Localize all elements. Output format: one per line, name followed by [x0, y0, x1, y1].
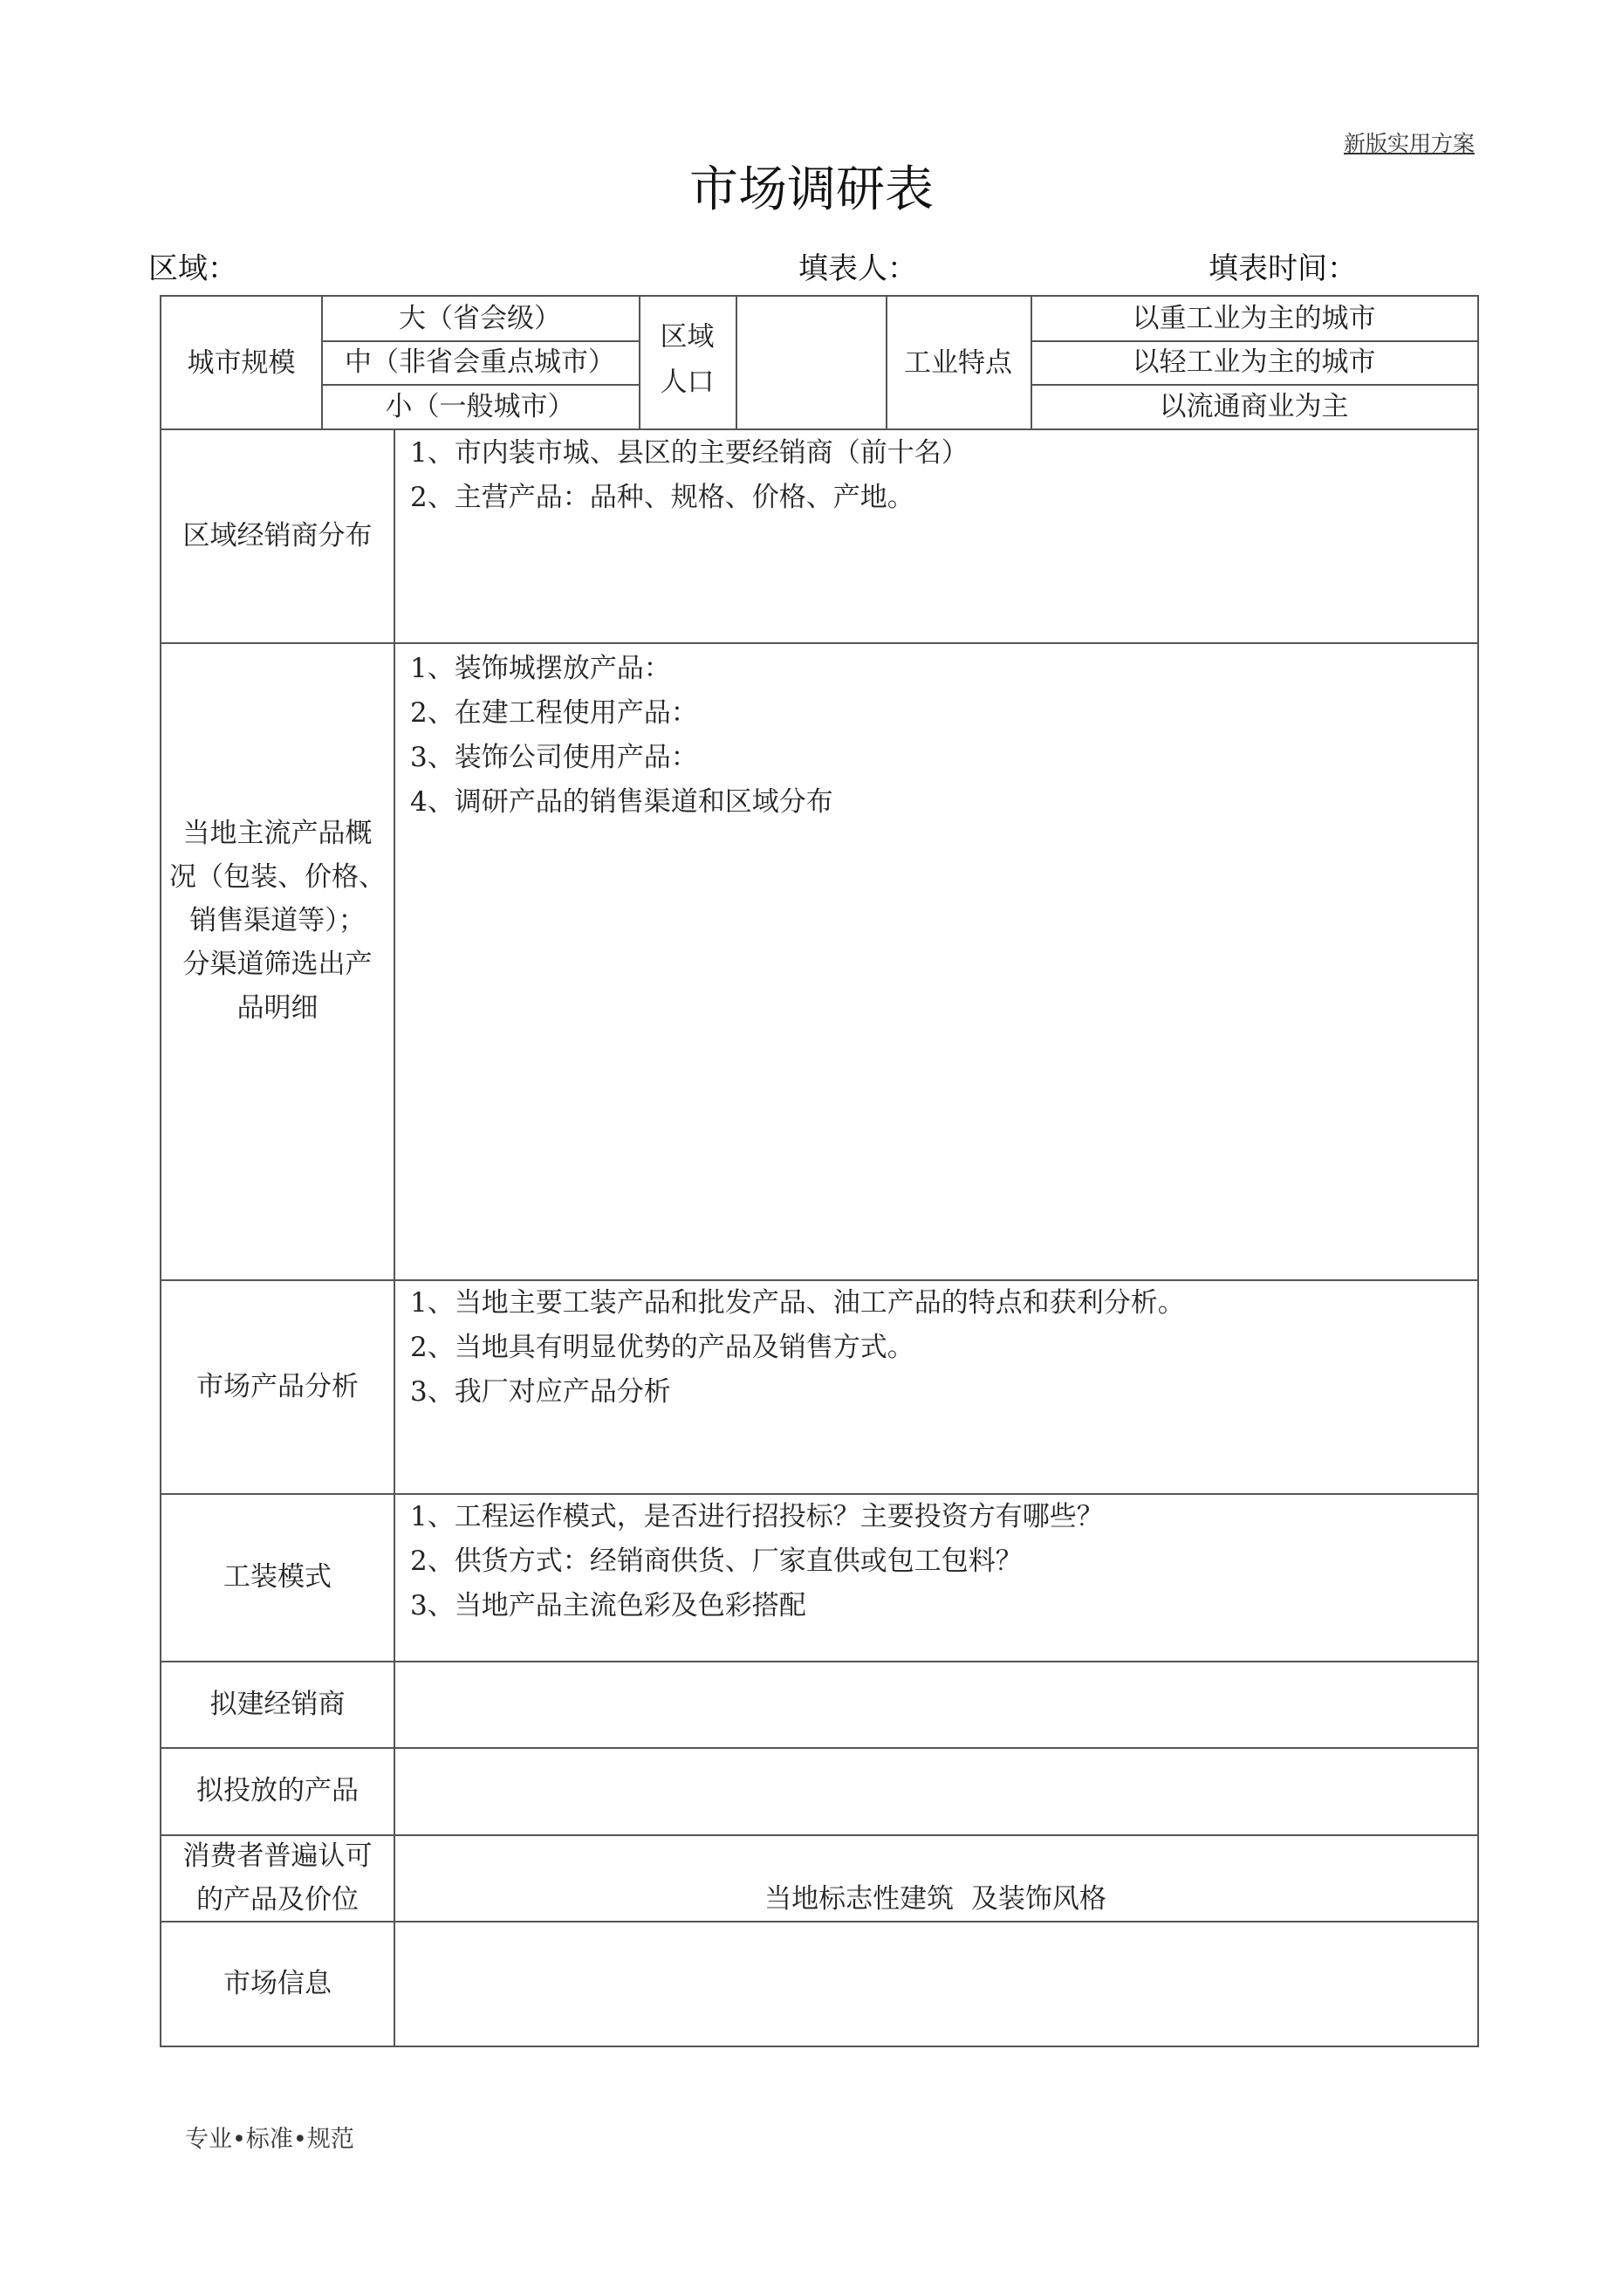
- proposed-dealers-value[interactable]: [394, 1661, 1477, 1747]
- list-item: 3、当地产品主流色彩及色彩搭配: [410, 1590, 806, 1621]
- product-analysis-content[interactable]: [410, 1281, 1185, 1415]
- label-line: 品明细: [236, 992, 318, 1024]
- industry-light: 以轻工业为主的城市: [1132, 346, 1376, 378]
- population-value[interactable]: [736, 297, 886, 428]
- population-label-line2: 人口: [660, 367, 715, 398]
- date-label: 填表时间：: [1209, 251, 1357, 286]
- region-label: 区域：: [148, 251, 237, 286]
- row-label-tooling-mode: 工装模式: [223, 1561, 332, 1593]
- population-label: [639, 314, 736, 410]
- industry-heavy: 以重工业为主的城市: [1132, 303, 1376, 334]
- population-label-line1: 区域: [660, 321, 715, 353]
- list-item: 2、供货方式：经销商供货、厂家直供或包工包料？: [410, 1546, 1023, 1577]
- list-item: 2、在建工程使用产品：: [410, 697, 698, 729]
- list-item: 3、装饰公司使用产品：: [410, 742, 698, 773]
- market-info-value[interactable]: [394, 1921, 1477, 2046]
- list-item: 2、主营产品：品种、规格、价格、产地。: [410, 482, 914, 513]
- tooling-mode-content[interactable]: [410, 1495, 1104, 1628]
- label-line: 分渠道筛选出产: [182, 949, 373, 980]
- row-label-proposed-dealers: 拟建经销商: [209, 1688, 346, 1720]
- row-label-dealer-distribution: 区域经销商分布: [182, 519, 373, 552]
- label-line: 销售渠道等）；: [189, 905, 366, 936]
- list-item: 4、调研产品的销售渠道和区域分布: [410, 786, 833, 818]
- list-item: 1、装饰城摆放产品：: [410, 653, 671, 684]
- list-item: 2、当地具有明显优势的产品及销售方式。: [410, 1332, 914, 1363]
- city-scale-medium: 中（非省会重点城市）: [345, 346, 615, 378]
- row-label-consumer-products: [161, 1834, 394, 1921]
- planned-products-value[interactable]: [394, 1747, 1477, 1834]
- list-item: 1、当地主要工装产品和批发产品、油工产品的特点和获利分析。: [410, 1287, 1185, 1319]
- consumer-products-value[interactable]: [394, 1834, 1477, 1921]
- row-label-product-analysis: 市场产品分析: [196, 1370, 359, 1402]
- page-tag: 新版实用方案: [1343, 131, 1475, 156]
- city-scale-small: 小（一般城市）: [385, 390, 575, 422]
- page-title: 市场调研表: [689, 161, 934, 218]
- filler-label: 填表人：: [798, 251, 917, 286]
- label-line: 况（包装、价格、: [169, 861, 386, 893]
- row-label-market-info: 市场信息: [223, 1967, 332, 1999]
- survey-table: [160, 295, 1479, 2047]
- label-line: 消费者普遍认可: [182, 1840, 373, 1872]
- landmark-note: 当地标志性建筑 及装饰风格: [764, 1883, 1106, 1915]
- city-scale-large: 大（省会级）: [399, 303, 561, 334]
- list-item: 3、我厂对应产品分析: [410, 1376, 671, 1408]
- row-label-mainstream-products: [161, 812, 394, 1047]
- industry-commerce: 以流通商业为主: [1159, 390, 1349, 422]
- row-label-planned-products: 拟投放的产品: [196, 1775, 359, 1806]
- row-divider: [161, 642, 1477, 644]
- dealer-distribution-content[interactable]: [410, 431, 969, 520]
- label-line: 当地主流产品概: [182, 818, 373, 849]
- industry-label: 工业特点: [904, 346, 1012, 379]
- footer-slogan: 专业•标准•规范: [185, 2126, 354, 2153]
- city-scale-label: 城市规模: [187, 346, 296, 379]
- list-item: 1、工程运作模式，是否进行招投标？主要投资方有哪些？: [410, 1501, 1104, 1532]
- label-line: 的产品及价位: [196, 1883, 359, 1916]
- list-item: 1、市内装市城、县区的主要经销商（前十名）: [410, 437, 969, 469]
- mainstream-products-content[interactable]: [410, 647, 833, 825]
